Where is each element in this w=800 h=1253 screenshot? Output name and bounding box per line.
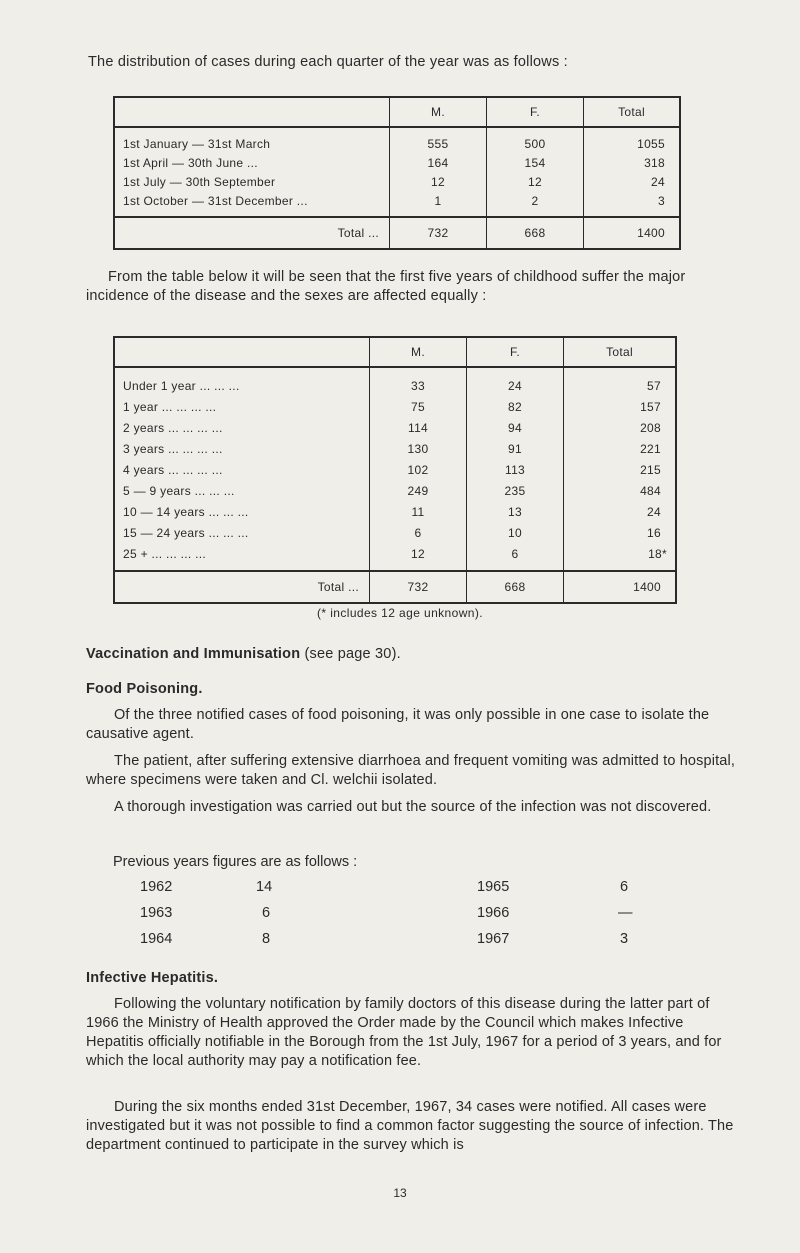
- value-cell: 14: [256, 879, 273, 895]
- hepatitis-p2-text: During the six months ended 31st December, 1967, 34 cases were notified. All cases were investigated but it was not possible to find a common factor suggesting the source of infection. The department continued to participate in the survey which is: [86, 1099, 734, 1153]
- value-cell: 6: [620, 879, 629, 895]
- row-label: 3 years ... ... ... ...: [123, 441, 223, 456]
- row-total: 484: [564, 480, 677, 501]
- header-male: M.: [370, 337, 467, 367]
- total-total: 1400: [564, 571, 677, 603]
- food-p1-text: Of the three notified cases of food poisoning, it was only possible in one case to isolate the causative agent.: [86, 707, 710, 742]
- table-row: [114, 396, 676, 417]
- row-label: 1st October — 31st December ...: [123, 193, 308, 208]
- header-male: M.: [390, 97, 487, 127]
- total-female: 668: [487, 217, 584, 249]
- row-female: 154: [487, 153, 584, 172]
- hepatitis-p1-text: Following the voluntary notification by family doctors of this disease during the latter part of 1966 the Ministry of Health approved the Order made by the Council which makes Infective Hepatitis officially notifiable in the Borough from the 1st July, 1967 for a period of 3 years, and for which the local authority may pay a notification fee.: [86, 996, 722, 1069]
- table-row: [114, 191, 680, 217]
- table-row: [114, 501, 676, 522]
- row-label: Under 1 year ... ... ...: [123, 378, 240, 393]
- row-male: 102: [370, 459, 467, 480]
- total-male: 732: [370, 571, 467, 603]
- total-female: 668: [467, 571, 564, 603]
- row-male: 33: [370, 367, 467, 396]
- total-total: 1400: [584, 217, 681, 249]
- row-label: 15 — 24 years ... ... ...: [123, 525, 249, 540]
- row-female: 235: [467, 480, 564, 501]
- row-male: 555: [390, 127, 487, 153]
- row-total: 16: [564, 522, 677, 543]
- year-cell: 1965: [477, 879, 510, 895]
- table-header-row: [114, 337, 676, 367]
- row-label: 1st July — 30th September: [123, 174, 276, 189]
- food-p2-text: The patient, after suffering extensive diarrhoea and frequent vomiting was admitted to hospital, where specimens were taken and Cl. welchii isolated.: [86, 753, 736, 788]
- table-row: [114, 543, 676, 571]
- total-label: Total ...: [114, 571, 370, 603]
- row-label: 5 — 9 years ... ... ...: [123, 483, 235, 498]
- row-total: 57: [564, 367, 677, 396]
- table-row: [114, 127, 680, 153]
- row-female: 2: [487, 191, 584, 217]
- row-total: 24: [564, 501, 677, 522]
- row-female: 24: [467, 367, 564, 396]
- total-male: 732: [390, 217, 487, 249]
- row-total: 157: [564, 396, 677, 417]
- page-number: 13: [393, 1186, 407, 1200]
- row-male: 164: [390, 153, 487, 172]
- row-total: 18*: [564, 543, 677, 571]
- row-label: 4 years ... ... ... ...: [123, 462, 223, 477]
- vaccination-heading-text: Vaccination and Immunisation: [86, 646, 301, 662]
- row-total: 208: [564, 417, 677, 438]
- food-paragraph-3: [86, 798, 738, 817]
- row-male: 6: [370, 522, 467, 543]
- row-female: 13: [467, 501, 564, 522]
- hepatitis-paragraph-2: [86, 1098, 738, 1155]
- previous-years-title: Previous years figures are as follows :: [113, 854, 358, 870]
- year-cell: 1966: [477, 905, 510, 921]
- total-label: Total ...: [114, 217, 390, 249]
- intro-ages-content: From the table below it will be seen that the first five years of childhood suffer the major incidence of the disease and the sexes are affected equally :: [86, 269, 686, 304]
- header-blank: [114, 97, 390, 127]
- vaccination-heading: [86, 646, 401, 662]
- table-row: [114, 459, 676, 480]
- row-male: 1: [390, 191, 487, 217]
- row-female: 6: [467, 543, 564, 571]
- row-total: 318: [584, 153, 681, 172]
- row-male: 114: [370, 417, 467, 438]
- table-row: [114, 172, 680, 191]
- row-female: 82: [467, 396, 564, 417]
- row-female: 91: [467, 438, 564, 459]
- food-poisoning-heading: Food Poisoning.: [86, 681, 203, 697]
- row-female: 113: [467, 459, 564, 480]
- row-male: 11: [370, 501, 467, 522]
- row-total: 221: [564, 438, 677, 459]
- hepatitis-paragraph-1: [86, 995, 738, 1071]
- table-total-row: [114, 217, 680, 249]
- header-blank: [114, 337, 370, 367]
- value-cell: 8: [262, 931, 271, 947]
- row-female: 12: [487, 172, 584, 191]
- row-label: 1 year ... ... ... ...: [123, 399, 217, 414]
- row-label: 1st January — 31st March: [123, 136, 271, 151]
- row-total: 215: [564, 459, 677, 480]
- table-row: [114, 417, 676, 438]
- year-cell: 1964: [140, 931, 173, 947]
- food-paragraph-2: [86, 752, 738, 790]
- row-male: 130: [370, 438, 467, 459]
- year-cell: 1967: [477, 931, 510, 947]
- table-row: [114, 522, 676, 543]
- value-cell: 3: [620, 931, 629, 947]
- year-cell: 1963: [140, 905, 173, 921]
- header-female: F.: [467, 337, 564, 367]
- value-cell: —: [618, 905, 633, 921]
- vaccination-ref: (see page 30).: [304, 646, 401, 662]
- row-male: 249: [370, 480, 467, 501]
- table-row: [114, 367, 676, 396]
- ages-table: [113, 336, 677, 604]
- row-total: 1055: [584, 127, 681, 153]
- food-p3-text: A thorough investigation was carried out but the source of the infection was not discovered.: [114, 799, 712, 815]
- table-row: [114, 438, 676, 459]
- row-total: 3: [584, 191, 681, 217]
- table-row: [114, 480, 676, 501]
- row-label: 10 — 14 years ... ... ...: [123, 504, 249, 519]
- quarters-table: [113, 96, 681, 250]
- hepatitis-heading: Infective Hepatitis.: [86, 970, 219, 986]
- row-label: 25 + ... ... ... ...: [123, 546, 207, 561]
- row-male: 12: [370, 543, 467, 571]
- value-cell: 6: [262, 905, 271, 921]
- row-female: 500: [487, 127, 584, 153]
- row-male: 75: [370, 396, 467, 417]
- year-cell: 1962: [140, 879, 173, 895]
- table-total-row: [114, 571, 676, 603]
- row-label: 1st April — 30th June ...: [123, 155, 258, 170]
- table-header-row: [114, 97, 680, 127]
- intro-ages-text: [86, 268, 686, 306]
- row-female: 10: [467, 522, 564, 543]
- row-label: 2 years ... ... ... ...: [123, 420, 223, 435]
- table-footnote: (* includes 12 age unknown).: [317, 606, 483, 620]
- row-female: 94: [467, 417, 564, 438]
- header-female: F.: [487, 97, 584, 127]
- row-male: 12: [390, 172, 487, 191]
- table-row: [114, 153, 680, 172]
- header-total: Total: [564, 337, 677, 367]
- food-paragraph-1: [86, 706, 738, 744]
- row-total: 24: [584, 172, 681, 191]
- header-total: Total: [584, 97, 681, 127]
- intro-quarters-text: The distribution of cases during each quarter of the year was as follows :: [88, 54, 568, 70]
